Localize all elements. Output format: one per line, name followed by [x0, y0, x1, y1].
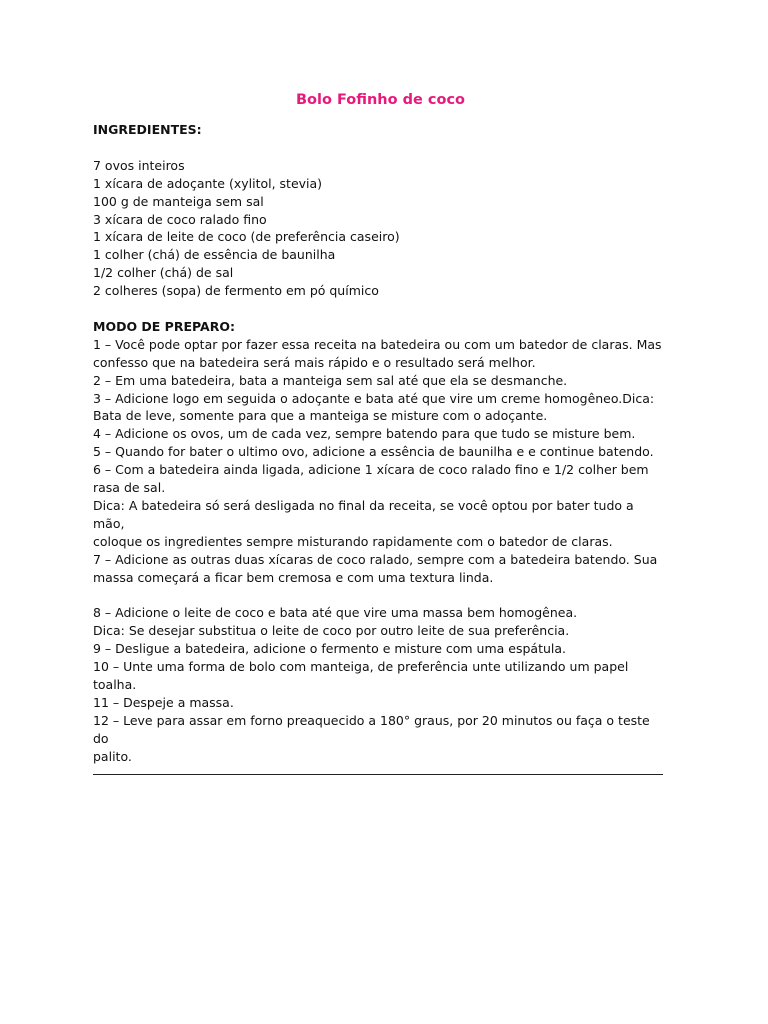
method-line: palito.	[93, 748, 132, 764]
ingredient-item: 1 xícara de adoçante (xylitol, stevia)	[93, 175, 323, 191]
method-line: Dica: A batedeira só será desligada no final da receita, se você optou por bater tudo a mão,	[93, 498, 634, 531]
method-line: 5 – Quando for bater o ultimo ovo, adicione a essência de baunilha e e continue batendo.	[93, 444, 654, 460]
ingredient-item: 2 colheres (sopa) de fermento em pó químico	[93, 283, 379, 299]
method-line: 11 – Despeje a massa.	[93, 694, 234, 710]
method-line: 8 – Adicione o leite de coco e bata até que vire uma massa bem homogênea.	[93, 605, 578, 621]
ingredient-item: 100 g de manteiga sem sal	[93, 193, 264, 209]
method-line: 2 – Em uma batedeira, bata a manteiga sem sal até que ela se desmanche.	[93, 372, 568, 388]
ingredient-item: 1 xícara de leite de coco (de preferência caseiro)	[93, 229, 400, 245]
ingredient-item: 1 colher (chá) de essência de baunilha	[93, 247, 336, 263]
ingredient-item: 3 xícara de coco ralado fino	[93, 211, 267, 227]
method-line: 7 – Adicione as outras duas xícaras de coco ralado, sempre com a batedeira batendo. Sua	[93, 551, 658, 567]
method-line: 10 – Unte uma forma de bolo com manteiga, de preferência unte utilizando um papel	[93, 659, 629, 675]
method-line: 6 – Com a batedeira ainda ligada, adicione 1 xícara de coco ralado fino e 1/2 colher bem	[93, 462, 649, 478]
ingredient-item: 7 ovos inteiros	[93, 157, 185, 173]
method-line: confesso que na batedeira será mais rápido e o resultado será melhor.	[93, 354, 536, 370]
recipe-document	[93, 90, 668, 766]
method-line: 12 – Leve para assar em forno preaquecido a 180° graus, por 20 minutos ou faça o teste do	[93, 712, 650, 746]
method-line: 1 – Você pode optar por fazer essa receita na batedeira ou com um batedor de claras. Mas	[93, 336, 662, 352]
method-line: Dica: Se desejar substitua o leite de coco por outro leite de sua preferência.	[93, 623, 570, 639]
spacer	[93, 139, 668, 157]
method-line: 3 – Adicione logo em seguida o adoçante e bata até que vire um creme homogêneo.Dica:	[93, 390, 655, 406]
method-steps-part2	[93, 604, 668, 765]
method-line: coloque os ingredientes sempre misturando rapidamente com o batedor de claras.	[93, 533, 613, 549]
method-heading: MODO DE PREPARO:	[93, 318, 235, 334]
ingredients-heading: INGREDIENTES:	[93, 122, 202, 137]
spacer	[93, 300, 668, 318]
horizontal-divider	[93, 774, 663, 775]
spacer	[93, 587, 668, 605]
method-line: toalha.	[93, 677, 137, 693]
ingredient-item: 1/2 colher (chá) de sal	[93, 265, 234, 281]
method-line: massa começará a ficar bem cremosa e com uma textura linda.	[93, 569, 494, 585]
method-steps-part1	[93, 336, 668, 587]
method-line: rasa de sal.	[93, 480, 166, 496]
method-line: 4 – Adicione os ovos, um de cada vez, sempre batendo para que tudo se misture bem.	[93, 426, 636, 442]
recipe-title: Bolo Fofinho de coco	[295, 92, 466, 108]
method-line: 9 – Desligue a batedeira, adicione o fermento e misture com uma espátula.	[93, 641, 567, 657]
method-line: Bata de leve, somente para que a manteiga se misture com o adoçante.	[93, 408, 548, 424]
ingredients-list	[93, 157, 668, 300]
